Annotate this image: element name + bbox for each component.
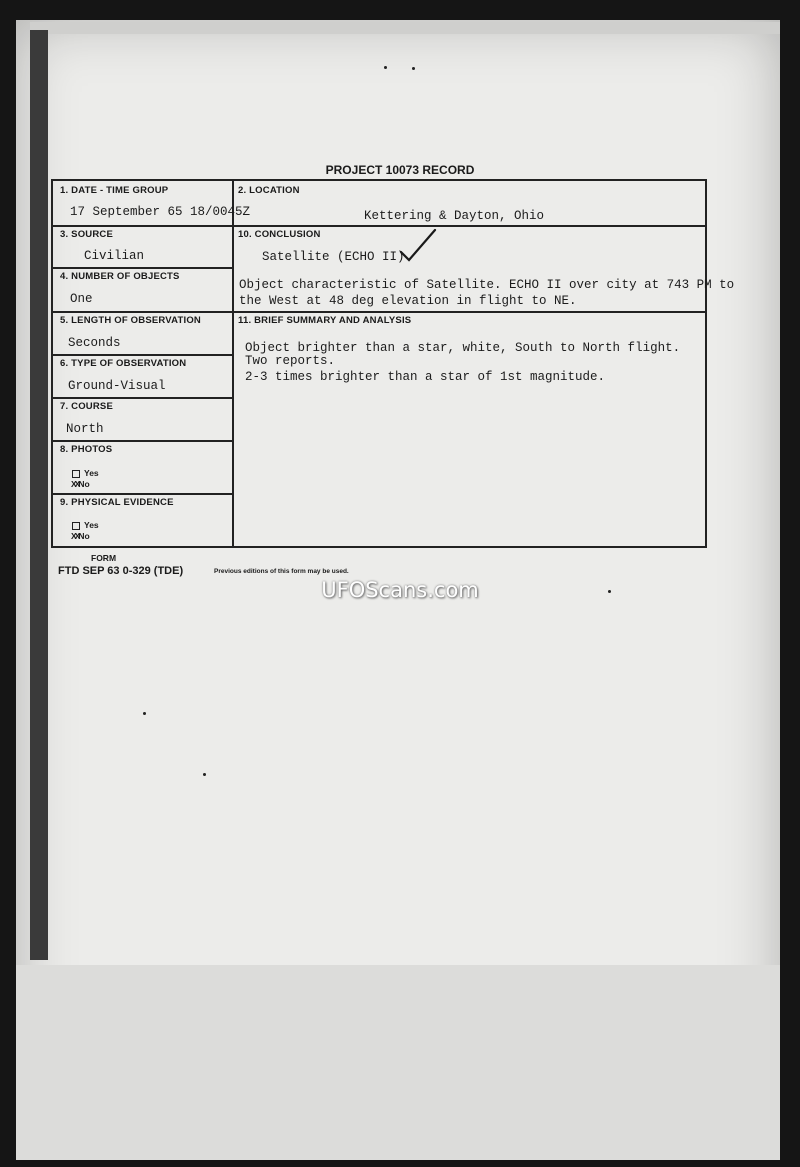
physical-evidence-no-option [71,531,90,541]
footer-note: Previous editions of this form may be used. [214,568,349,575]
conclusion-label: 10. CONCLUSION [238,229,321,240]
checkbox-icon [72,522,80,530]
number-of-objects-label: 4. NUMBER OF OBJECTS [60,271,180,282]
number-of-objects-value: One [70,292,93,306]
dust-speck [384,66,387,69]
dust-speck [143,712,146,715]
physical-evidence-label: 9. PHYSICAL EVIDENCE [60,497,174,508]
row-line [53,354,232,356]
length-of-observation-value: Seconds [68,336,121,350]
form-title: PROJECT 10073 RECORD [325,163,475,177]
photos-no-mark: XX [71,479,79,489]
checkbox-icon [72,470,80,478]
row-line [232,225,705,227]
row-line [53,493,232,495]
row-line [53,311,232,313]
length-of-observation-label: 5. LENGTH OF OBSERVATION [60,315,201,326]
dust-speck [203,773,206,776]
photos-label: 8. PHOTOS [60,444,113,455]
sheet-top-edge [30,22,780,34]
footer-form-label: FORM [91,553,117,563]
column-divider [232,181,234,546]
conclusion-note-line1: Object characteristic of Satellite. ECHO II over city at 743 PM to [239,278,735,292]
photos-yes-option [72,468,99,478]
summary-line2: Two reports. [245,354,336,368]
photos-no-option [71,479,90,489]
physical-evidence-yes-option [72,520,99,530]
checkmark-icon [397,226,439,266]
summary-line1: Object brighter than a star, white, South to North flight. [245,341,681,355]
lower-page-band [16,965,780,1160]
dust-speck [412,67,415,70]
conclusion-note-line2: the West at 48 deg elevation in flight to NE. [239,294,577,308]
course-value: North [66,422,104,436]
row-line [53,440,232,442]
source-value: Civilian [84,249,145,263]
photos-yes-label: Yes [84,468,99,478]
location-value: Kettering & Dayton, Ohio [364,209,545,223]
summary-line3: 2-3 times brighter than a star of 1st magnitude. [245,370,606,384]
physical-evidence-no-mark: XX [71,531,79,541]
physical-evidence-yes-label: Yes [84,520,99,530]
physical-evidence-no-label: No [78,531,90,541]
footer-form-id: FTD SEP 63 0-329 (TDE) [58,565,184,577]
date-time-value: 17 September 65 18/0045Z [70,205,251,219]
type-of-observation-value: Ground-Visual [68,379,166,393]
type-of-observation-label: 6. TYPE OF OBSERVATION [60,358,187,369]
summary-label: 11. BRIEF SUMMARY AND ANALYSIS [238,315,412,326]
location-label: 2. LOCATION [238,185,300,196]
date-time-label: 1. DATE - TIME GROUP [60,185,169,196]
photos-no-label: No [78,479,90,489]
row-line [232,311,705,313]
row-line [53,397,232,399]
watermark: UFOScans.com [321,578,479,602]
source-label: 3. SOURCE [60,229,114,240]
row-line [53,225,232,227]
conclusion-value: Satellite (ECHO II) [262,250,405,264]
course-label: 7. COURSE [60,401,114,412]
row-line [53,267,232,269]
